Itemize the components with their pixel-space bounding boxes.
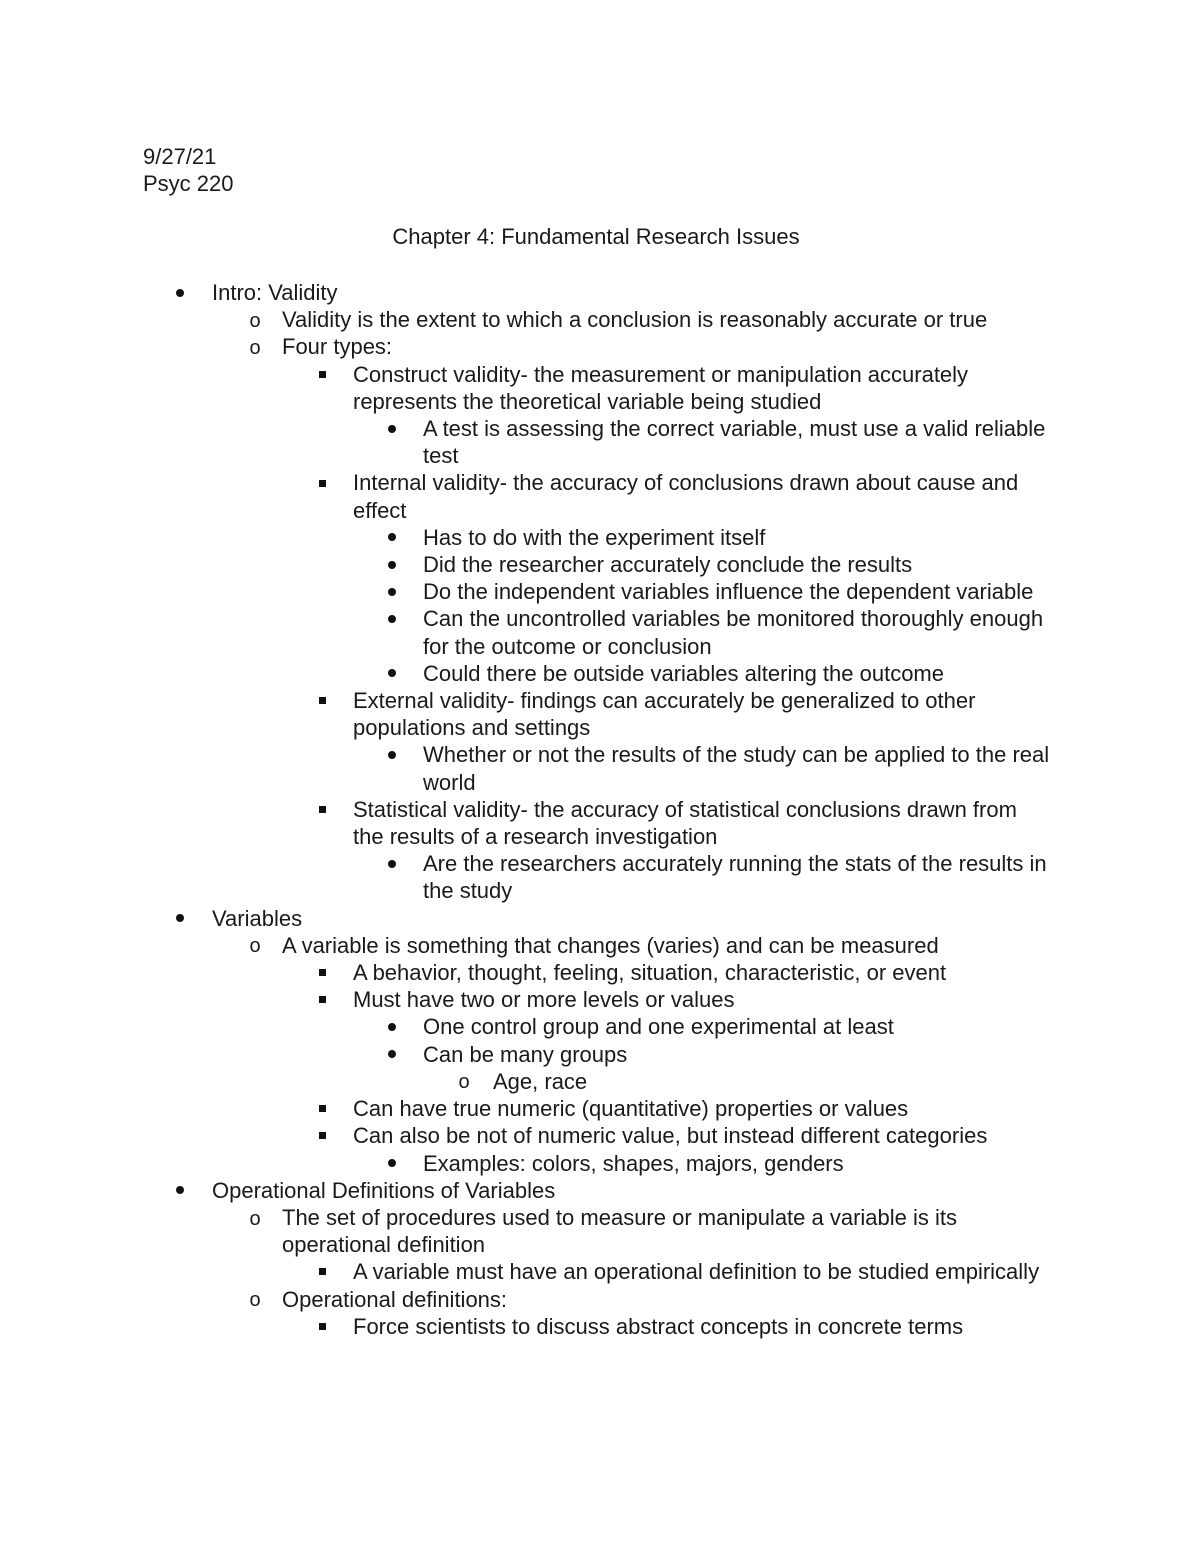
list-item (0, 415, 1200, 469)
list-item (0, 306, 1200, 333)
list-item-text: External validity- findings can accurately be generalized to other populations and settings (353, 688, 976, 741)
list-item (0, 1286, 1200, 1313)
list-item (0, 1150, 1200, 1177)
list-item (0, 660, 1200, 687)
circle-bullet-icon: o (249, 1289, 261, 1312)
list-item-text: Are the researchers accurately running the stats of the results in the study (423, 851, 1047, 904)
list-item-text: Force scientists to discuss abstract concepts in concrete terms (353, 1313, 964, 1339)
list-item (0, 1258, 1200, 1285)
list-item-text: Did the researcher accurately conclude the results (423, 552, 913, 578)
list-item-text: Do the independent variables influence the dependent variable (423, 579, 1034, 605)
list-item-text: Operational Definitions of Variables (212, 1177, 556, 1203)
square-bullet-icon (312, 361, 332, 388)
square-bullet-icon (312, 959, 332, 986)
list-item-text: Can the uncontrolled variables be monitored thoroughly enough for the outcome or conclusion (423, 606, 1044, 659)
disc-bullet-icon (170, 279, 190, 306)
list-item-text: Can be many groups (423, 1041, 628, 1067)
square-bullet-icon (312, 1313, 332, 1340)
list-item (0, 959, 1200, 986)
list-item (0, 469, 1200, 523)
list-item-text: Four types: (282, 334, 393, 360)
list-item (0, 1204, 1200, 1258)
square-bullet-icon (312, 1258, 332, 1285)
notes-list (0, 279, 1200, 1340)
list-item-text: Variables (212, 905, 303, 931)
list-item-text: Intro: Validity (212, 280, 338, 305)
list-item (0, 796, 1200, 850)
page-title: Chapter 4: Fundamental Research Issues (392, 224, 800, 249)
square-bullet-icon (312, 1095, 332, 1122)
list-item-text: The set of procedures used to measure or manipulate a variable is its operational definition (282, 1204, 958, 1258)
list-item (0, 741, 1200, 795)
circle-bullet-icon: o (249, 309, 261, 332)
disc-bullet-icon (170, 1177, 190, 1204)
list-item-text: Validity is the extent to which a conclusion is reasonably accurate or true (282, 307, 988, 333)
list-item (0, 905, 1200, 932)
list-item (0, 1177, 1200, 1204)
list-item-text: Operational definitions: (282, 1286, 508, 1312)
list-item-text: Could there be outside variables altering the outcome (423, 660, 944, 686)
disc-bullet-icon (382, 1013, 402, 1040)
square-bullet-icon (312, 986, 332, 1013)
disc-bullet-icon (382, 415, 402, 442)
list-item (0, 551, 1200, 578)
list-item-text: A variable must have an operational definition to be studied empirically (353, 1259, 1040, 1285)
disc-bullet-icon (382, 551, 402, 578)
list-item (0, 605, 1200, 659)
list-item (0, 986, 1200, 1013)
course-line: Psyc 220 (143, 171, 234, 196)
disc-bullet-icon (382, 660, 402, 687)
square-bullet-icon (312, 1122, 332, 1149)
square-bullet-icon (312, 687, 332, 714)
date-line: 9/27/21 (143, 144, 217, 169)
disc-bullet-icon (170, 905, 190, 932)
list-item (0, 361, 1200, 415)
list-item (0, 687, 1200, 741)
list-item-text: Has to do with the experiment itself (423, 524, 766, 550)
list-item-text: Examples: colors, shapes, majors, genders (423, 1150, 844, 1176)
list-item (0, 1068, 1200, 1095)
list-item (0, 1313, 1200, 1340)
list-item-text: Can have true numeric (quantitative) properties or values (353, 1096, 909, 1122)
circle-bullet-icon: o (249, 1207, 261, 1230)
list-item (0, 578, 1200, 605)
list-item (0, 333, 1200, 360)
list-item (0, 932, 1200, 959)
list-item (0, 1122, 1200, 1149)
disc-bullet-icon (382, 1150, 402, 1177)
list-item-text: A variable is something that changes (varies) and can be measured (282, 932, 939, 958)
square-bullet-icon (312, 796, 332, 823)
disc-bullet-icon (382, 524, 402, 551)
disc-bullet-icon (382, 605, 402, 632)
list-item-text: A test is assessing the correct variable, must use a valid reliable test (423, 416, 1046, 469)
list-item (0, 850, 1200, 904)
list-item (0, 279, 1200, 306)
list-item-text: Whether or not the results of the study can be applied to the real world (423, 742, 1050, 795)
list-item-text: A behavior, thought, feeling, situation, characteristic, or event (353, 960, 947, 986)
disc-bullet-icon (382, 850, 402, 877)
list-item (0, 1041, 1200, 1068)
circle-bullet-icon: o (249, 935, 261, 958)
list-item (0, 1013, 1200, 1040)
list-item-text: Must have two or more levels or values (353, 987, 735, 1013)
list-item-text: Statistical validity- the accuracy of statistical conclusions drawn from the results of a research investigation (353, 796, 1017, 850)
list-item-text: Internal validity- the accuracy of conclusions drawn about cause and effect (353, 470, 1019, 523)
disc-bullet-icon (382, 578, 402, 605)
list-item (0, 524, 1200, 551)
list-item-text: Can also be not of numeric value, but instead different categories (353, 1123, 988, 1149)
disc-bullet-icon (382, 741, 402, 768)
circle-bullet-icon: o (249, 337, 261, 359)
square-bullet-icon (312, 469, 332, 496)
list-item-text: Construct validity- the measurement or manipulation accurately represents the theoretical variable being studied (353, 361, 969, 414)
circle-bullet-icon: o (458, 1071, 470, 1094)
list-item-text: Age, race (493, 1068, 588, 1094)
list-item-text: One control group and one experimental at least (423, 1014, 894, 1040)
list-item (0, 1095, 1200, 1122)
disc-bullet-icon (382, 1041, 402, 1068)
